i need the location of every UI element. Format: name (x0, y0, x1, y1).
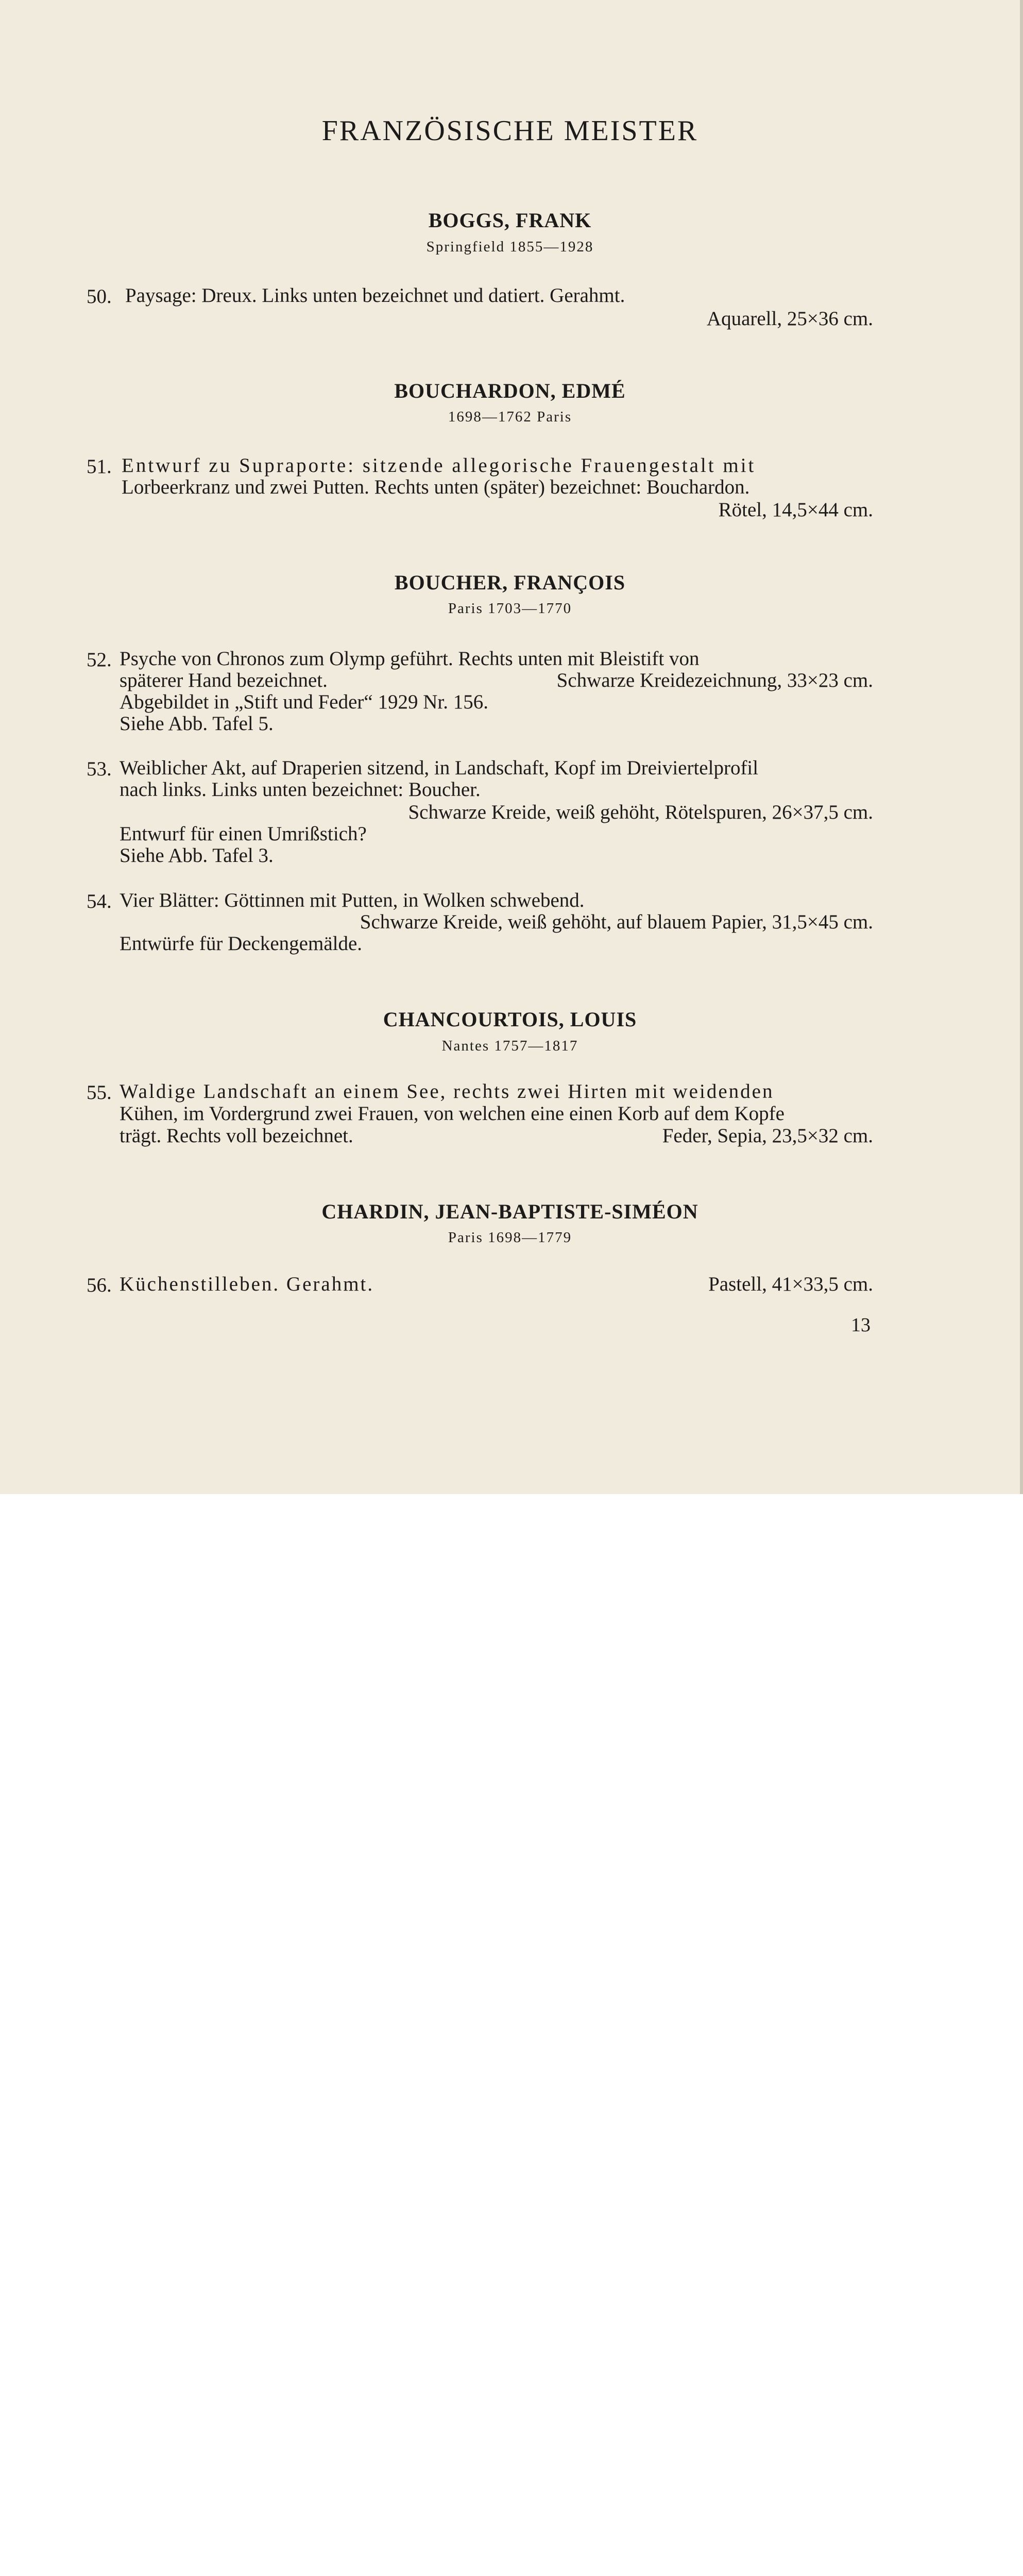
entry-54-medium: Schwarze Kreide, weiß gehöht, auf blauem Papier, 31,5×45 cm. (360, 911, 873, 933)
entry-51-line-2: Lorbeerkranz und zwei Putten. Rechts unten (später) bezeichnet: Bouchardon. (122, 476, 750, 498)
artist-dates-chardin: Paris 1698—1779 (448, 1229, 572, 1246)
entry-52-medium: Schwarze Kreidezeichnung, 33×23 cm. (556, 669, 873, 691)
page-number: 13 (851, 1314, 871, 1336)
entry-52-plate: Siehe Abb. Tafel 5. (120, 713, 274, 735)
entry-number-56: 56. (87, 1274, 112, 1296)
entry-55-medium: Feder, Sepia, 23,5×32 cm. (662, 1125, 873, 1147)
page-title: FRANZÖSISCHE MEISTER (321, 115, 698, 147)
entry-56-line-1: Küchenstilleben. Gerahmt. (120, 1273, 374, 1295)
entry-55-line-2: Kühen, im Vordergrund zwei Frauen, von welchen eine einen Korb auf dem Kopfe (120, 1103, 785, 1125)
footer-bar (0, 1494, 1023, 1572)
entry-56-medium: Pastell, 41×33,5 cm. (708, 1273, 873, 1295)
artist-dates-bouchardon: 1698—1762 Paris (448, 409, 572, 425)
artist-name-boucher: BOUCHER, FRANÇOIS (394, 571, 626, 594)
entry-53-line-2: nach links. Links unten bezeichnet: Boucher. (120, 778, 481, 801)
artist-name-boggs: BOGGS, FRANK (428, 209, 592, 232)
entry-number-53: 53. (87, 758, 112, 780)
entry-50-line-1: Paysage: Dreux. Links unten bezeichnet und datiert. Gerahmt. (125, 284, 625, 307)
entry-50-medium: Aquarell, 25×36 cm. (706, 308, 873, 330)
entry-51-medium: Rötel, 14,5×44 cm. (718, 499, 873, 521)
artist-name-chardin: CHARDIN, JEAN-BAPTISTE-SIMÉON (321, 1200, 698, 1223)
entry-52-line-1: Psyche von Chronos zum Olymp geführt. Rechts unten mit Bleistift von (120, 648, 700, 670)
entry-53-note: Entwurf für einen Umrißstich? (120, 823, 367, 845)
artist-name-chancourtois: CHANCOURTOIS, LOUIS (383, 1008, 637, 1031)
entry-52-reference: Abgebildet in „Stift und Feder“ 1929 Nr. 156. (120, 691, 488, 713)
entry-55-line-1: Waldige Landschaft an einem See, rechts zwei Hirten mit weidenden (120, 1080, 774, 1103)
entry-53-line-1: Weiblicher Akt, auf Draperien sitzend, in Landschaft, Kopf im Dreiviertelprofil (120, 757, 759, 779)
entry-number-55: 55. (87, 1081, 112, 1104)
entry-52-line-2: späterer Hand bezeichnet. (120, 669, 328, 691)
entry-54-line-1: Vier Blätter: Göttinnen mit Putten, in Wolken schwebend. (120, 889, 585, 911)
artist-name-bouchardon: BOUCHARDON, EDMÉ (394, 379, 626, 402)
artist-dates-chancourtois: Nantes 1757—1817 (441, 1038, 578, 1054)
entry-54-note: Entwürfe für Deckengemälde. (120, 933, 363, 955)
entry-number-54: 54. (87, 890, 112, 912)
entry-53-plate: Siehe Abb. Tafel 3. (120, 844, 274, 867)
entry-number-52: 52. (87, 649, 112, 671)
entry-number-50: 50. (87, 285, 112, 308)
entry-53-medium: Schwarze Kreide, weiß gehöht, Rötelspuren, 26×37,5 cm. (408, 801, 873, 823)
artist-dates-boggs: Springfield 1855—1928 (426, 239, 594, 255)
artist-dates-boucher: Paris 1703—1770 (448, 600, 572, 617)
entry-55-line-3: trägt. Rechts voll bezeichnet. (120, 1125, 353, 1147)
entry-number-51: 51. (87, 455, 112, 478)
entry-51-line-1: Entwurf zu Supraporte: sitzende allegorische Frauengestalt mit (122, 454, 756, 477)
